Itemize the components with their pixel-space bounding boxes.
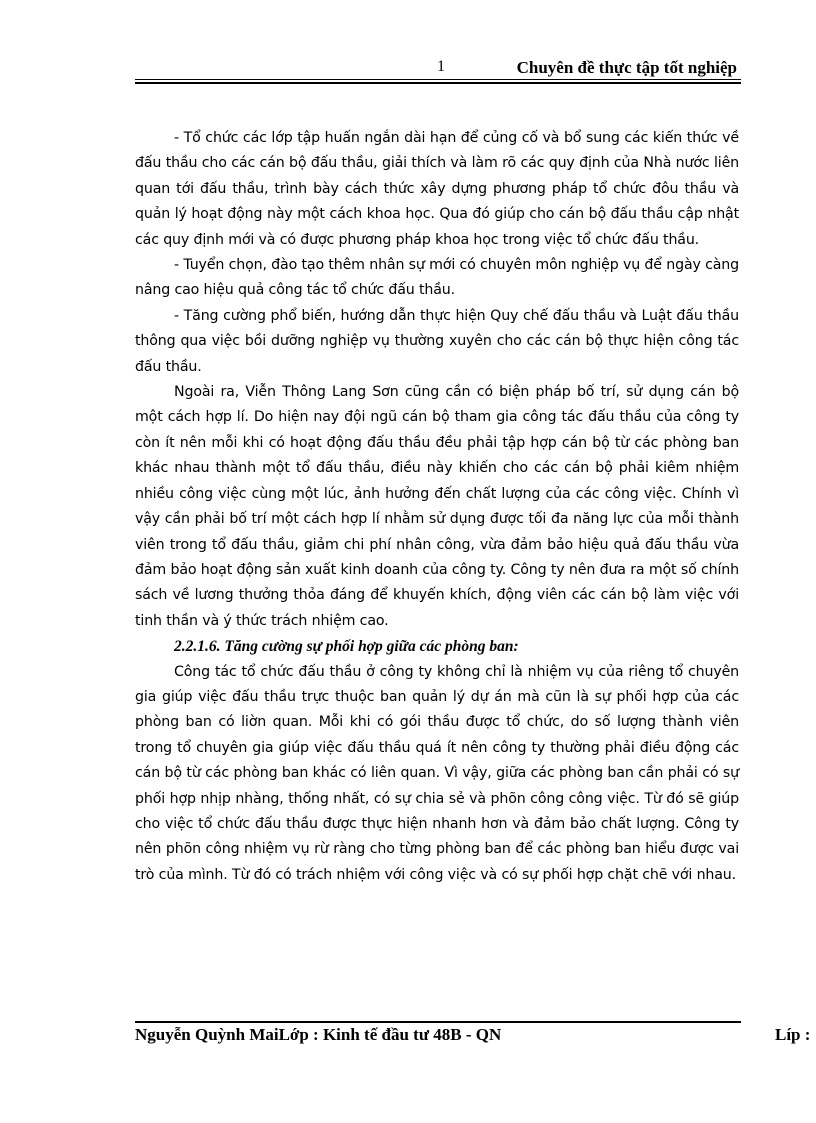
header-title: Chuyên đề thực tập tốt nghiệp: [516, 58, 737, 77]
page-header: [135, 52, 741, 82]
paragraph: Ngoài ra, Viễn Thông Lang Sơn cũng cần có biện pháp bố trí, sử dụng cán bộ một cách hợp lí. Do hiện nay đội ngũ cán bộ tham gia công tác đấu thầu của công ty còn ít nên mỗi khi có hoạt động đấu thầu đều phải tập hợp cán bộ từ các phòng ban khác nhau thành một tổ đấu thầu, điều này khiến cho các cán bộ phải kiêm nhiệm nhiều công việc cùng một lúc, ảnh hưởng đến chất lượng của các công việc. Chính vì vậy cần phải bố trí một cách hợp lí nhằm sử dụng được tối đa năng lực của mỗi thành viên trong tổ đấu thầu, giảm chi phí nhân công, vừa đảm bảo hiệu quả đấu thầu vừa đảm bảo hoạt động sản xuất kinh doanh của công ty. Công ty nên đưa ra một số chính sách về lương thưởng thỏa đáng để khuyến khích, động viên các cán bộ làm việc với tinh thần và ý thức trách nhiệm cao.: [135, 384, 739, 629]
section-heading: 2.2.1.6. Tăng cường sự phối hợp giữa các phòng ban:: [174, 638, 519, 656]
page-number: 1: [437, 58, 445, 75]
paragraph: - Tăng cường phổ biến, hướng dẫn thực hiện Quy chế đấu thầu và Luật đấu thầu thông qua việc bồi dưỡng nghiệp vụ thường xuyên cho các cán bộ thực hiện công tác đấu thầu.: [135, 307, 739, 375]
footer-divider: [135, 1021, 741, 1023]
paragraph: - Tổ chức các lớp tập huấn ngắn dài hạn để củng cố và bổ sung các kiến thức về đấu thầu cho các cán bộ đấu thầu, giải thích và làm rõ các quy định của Nhà nước liên quan tới đấu thầu, trình bày cách thức xây dựng phương pháp tổ chức đôu thầu và quản lý hoạt động này một cách khoa học. Qua đó giúp cho cán bộ đấu thầu cập nhật các quy định mới và có được phương pháp khoa học trong việc tổ chức đấu thầu.: [135, 130, 739, 248]
paragraph: - Tuyển chọn, đào tạo thêm nhân sự mới có chuyên môn nghiệp vụ để ngày càng nâng cao hiệu quả công tác tổ chức đấu thầu.: [135, 257, 739, 299]
body-content: [135, 126, 739, 888]
footer-class-label: Líp :: [775, 1025, 811, 1044]
footer-author-class: Nguyễn Quỳnh MaiLớp : Kinh tế đầu tư 48B - QN: [135, 1025, 502, 1044]
header-divider: [135, 79, 741, 84]
paragraph: Công tác tổ chức đấu thầu ở công ty không chỉ là nhiệm vụ của riêng tổ chuyên gia giúp việc đấu thầu trực thuộc ban quản lý dự án mà cũn là sự phối hợp của các phòng ban có liờn quan. Mỗi khi có gói thầu được tổ chức, do số lượng thành viên trong tổ chuyên gia giúp việc đấu thầu quá ít nên công ty thường phải điều động các cán bộ từ các phòng ban khác có liên quan. Vì vậy, giữa các phòng ban cần phải có sự phối hợp nhịp nhàng, thống nhất, có sự chia sẻ và phõn công công việc. Từ đó sẽ giúp cho việc tổ chức đấu thầu được thực hiện nhanh hơn và đảm bảo chất lượng. Công ty nên phõn công nhiệm vụ rừ ràng cho từng phòng ban để các phòng ban hiểu được vai trò của mình. Từ đó có trách nhiệm với công việc và có sự phối hợp chặt chẽ với nhau.: [135, 663, 739, 883]
